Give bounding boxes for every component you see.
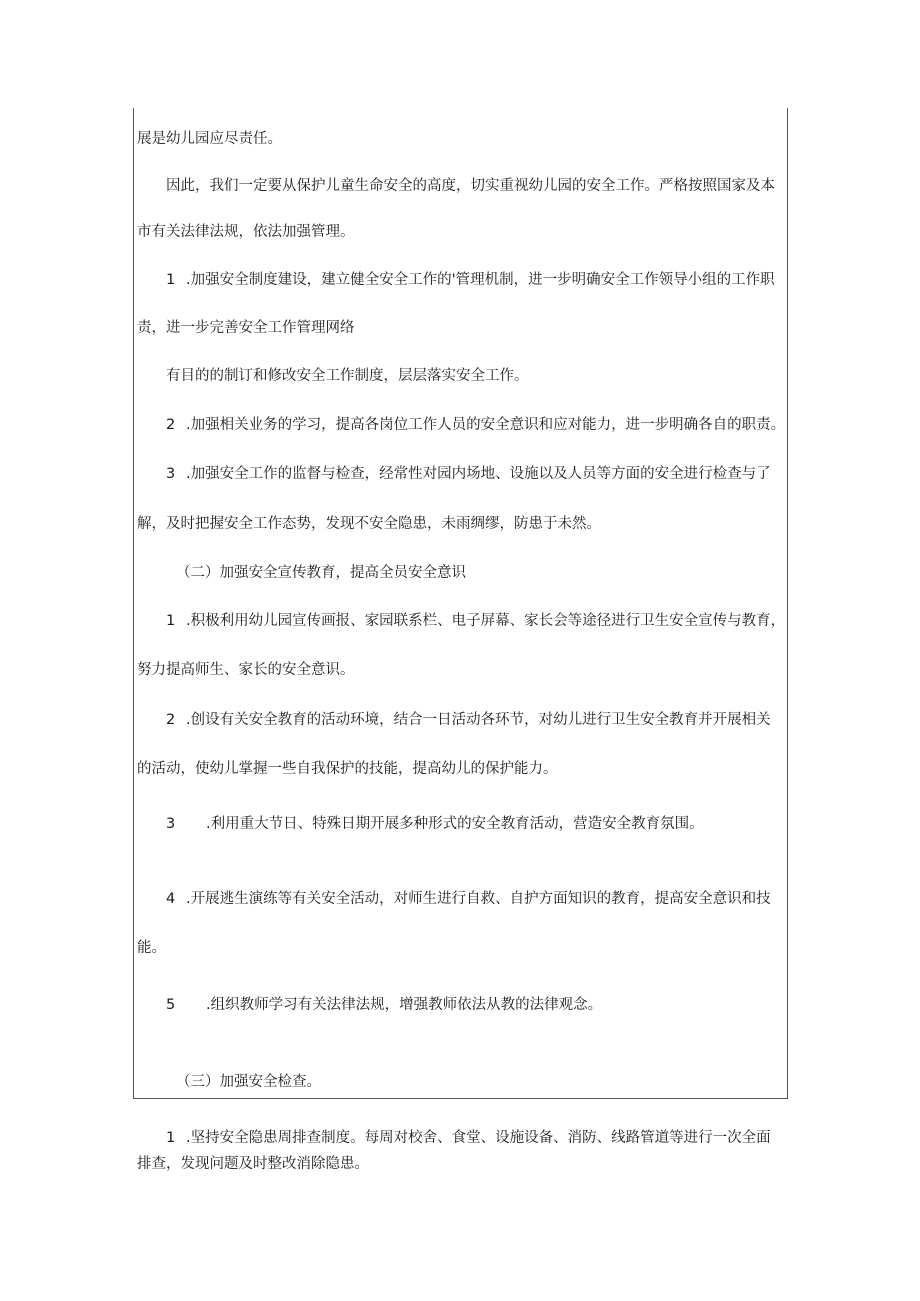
paragraph-line: 解，及时把握安全工作态势，发现不安全隐患，未雨绸缪，防患于未然。: [137, 516, 601, 532]
paragraph-line: 有目的的制订和修改安全工作制度，层层落实安全工作。: [166, 368, 529, 384]
paragraph-line: 的活动，使幼儿掌握一些自我保护的技能，提高幼儿的保护能力。: [137, 761, 558, 777]
paragraph-line: .加强安全工作的监督与检查，经常性对园内场地、设施以及人员等方面的安全进行检查与了: [186, 466, 771, 482]
item-number: 2: [166, 417, 176, 433]
item-number: 1: [166, 1130, 176, 1146]
paragraph-line: .加强相关业务的学习，提高各岗位工作人员的安全意识和应对能力，进一步明确各自的职责。: [186, 417, 786, 433]
section-heading: （三）加强安全检查。: [176, 1074, 321, 1090]
paragraph-line: .开展逃生演练等有关安全活动，对师生进行自救、自护方面知识的教育，提高安全意识和技: [186, 891, 771, 907]
paragraph-line: 排查，发现问题及时整改消除隐患。: [137, 1156, 369, 1172]
paragraph-line: .坚持安全隐患周排查制度。每周对校舍、食堂、设施设备、消防、线路管道等进行一次全面: [186, 1130, 771, 1146]
content-frame: [133, 108, 788, 1099]
paragraph-line: 责，进一步完善安全工作管理网络: [137, 320, 355, 336]
paragraph-line: 能。: [137, 940, 166, 956]
item-number: 1: [166, 613, 176, 629]
item-number: 3: [166, 466, 176, 482]
paragraph-line: .加强安全制度建设，建立健全安全工作的'管理机制，进一步明确安全工作领导小组的工作职: [186, 272, 775, 288]
item-number: 5: [166, 997, 176, 1013]
item-number: 4: [166, 891, 176, 907]
paragraph-line: 展是幼儿园应尽责任。: [137, 131, 282, 147]
paragraph-line: 市有关法律法规，依法加强管理。: [137, 224, 355, 240]
paragraph-line: 因此，我们一定要从保护儿童生命安全的高度，切实重视幼儿园的安全工作。严格按照国家及本: [166, 178, 775, 194]
paragraph-line: .利用重大节日、特殊日期开展多种形式的安全教育活动，营造安全教育氛围。: [206, 816, 704, 832]
section-heading: （二）加强安全宣传教育，提高全员安全意识: [176, 565, 466, 581]
item-number: 1: [166, 272, 176, 288]
item-number: 2: [166, 712, 176, 728]
paragraph-line: .创设有关安全教育的活动环境，结合一日活动各环节，对幼儿进行卫生安全教育并开展相关: [186, 712, 771, 728]
paragraph-line: .组织教师学习有关法律法规，增强教师依法从教的法律观念。: [206, 997, 603, 1013]
item-number: 3: [166, 816, 176, 832]
paragraph-line: .积极利用幼儿园宣传画报、家园联系栏、电子屏幕、家长会等途径进行卫生安全宣传与教育，: [186, 613, 786, 629]
paragraph-line: 努力提高师生、家长的安全意识。: [137, 662, 355, 678]
